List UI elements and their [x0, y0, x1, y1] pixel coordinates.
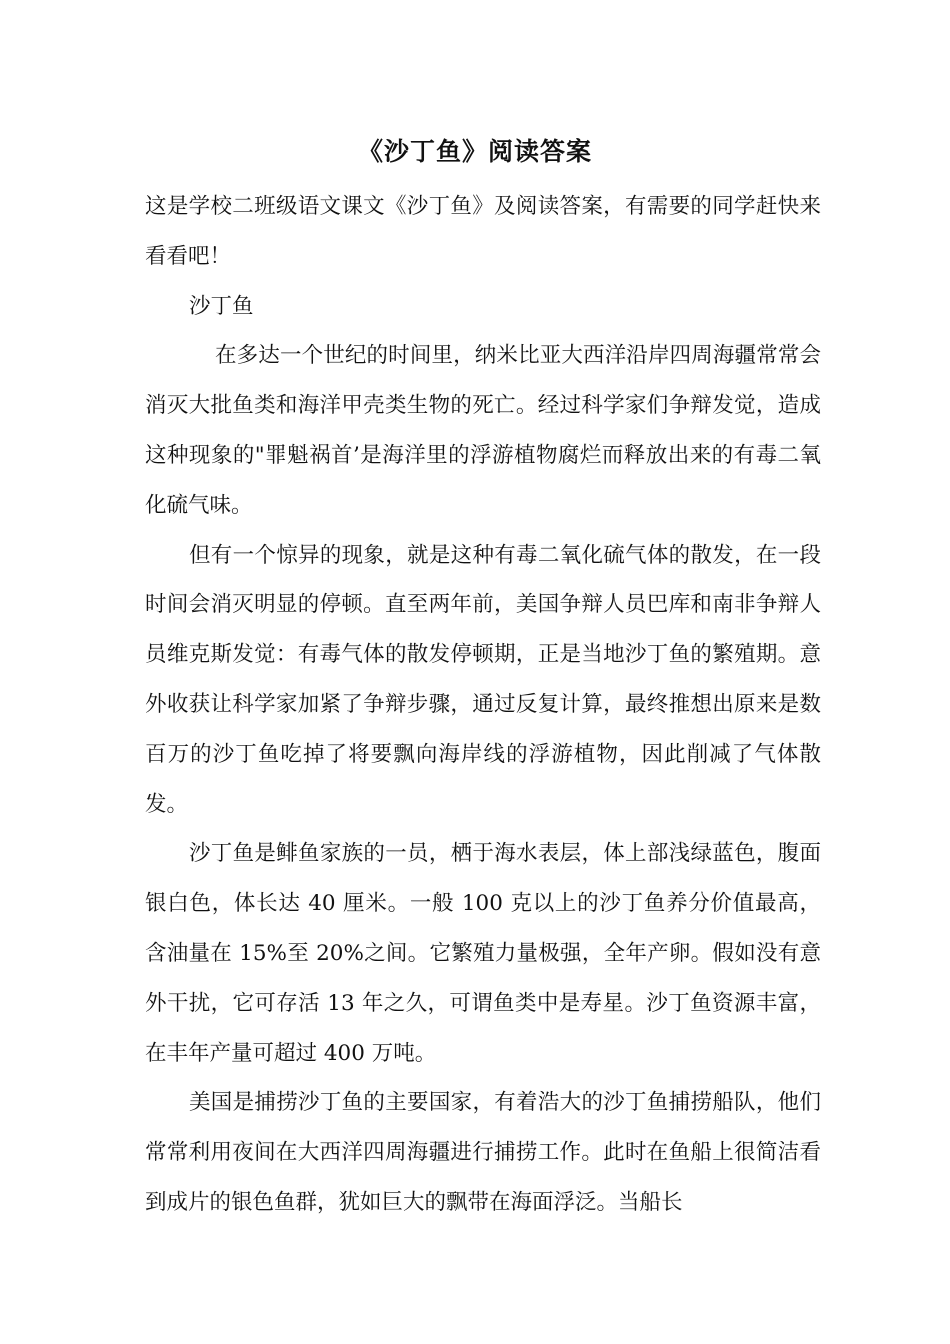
document-title: 《沙丁鱼》阅读答案 — [357, 137, 592, 166]
paragraph-4: 美国是捕捞沙丁鱼的主要国家，有着浩大的沙丁鱼捕捞船队，他们常常利用夜间在大西洋四周海疆进行捕捞工作。此时在鱼船上很简洁看到成片的银色鱼群，犹如巨大的飘带在海面浮泛。当船长 — [145, 1090, 821, 1215]
intro-paragraph: 这是学校二班级语文课文《沙丁鱼》及阅读答案，有需要的同学赶快来看看吧！ — [145, 194, 821, 269]
document-body — [145, 182, 821, 1228]
paragraph-2: 但有一个惊异的现象，就是这种有毒二氧化硫气体的散发，在一段时间会消灭明显的停顿。直至两年前，美国争辩人员巴库和南非争辩人员维克斯发觉：有毒气体的散发停顿期，正是当地沙丁鱼的繁殖期。意外收获让科学家加紧了争辩步骤，通过反复计算，最终推想出原来是数百万的沙丁鱼吃掉了将要飘向海岸线的浮游植物，因此削减了气体散发。 — [145, 542, 821, 817]
paragraph-1: 在多达一个世纪的时间里，纳米比亚大西洋沿岸四周海疆常常会消灭大批鱼类和海洋甲壳类生物的死亡。经过科学家们争辩发觉，造成这种现象的"罪魁祸首’是海洋里的浮游植物腐烂而释放出来的有毒二氧化硫气味。 — [145, 343, 821, 518]
article-subtitle: 沙丁鱼 — [189, 293, 254, 319]
paragraph-3: 沙丁鱼是鲱鱼家族的一员，栖于海水表层，体上部浅绿蓝色，腹面银白色，体长达 40 厘米。一般 100 克以上的沙丁鱼养分价值最高，含油量在 15%至 20%之间。它繁殖力量极强，全年产卵。假如没有意外干扰，它可存活 13 年之久，可谓鱼类中是寿星。沙丁鱼资源丰富，在丰年产量可超过 400 万吨。 — [145, 841, 821, 1066]
